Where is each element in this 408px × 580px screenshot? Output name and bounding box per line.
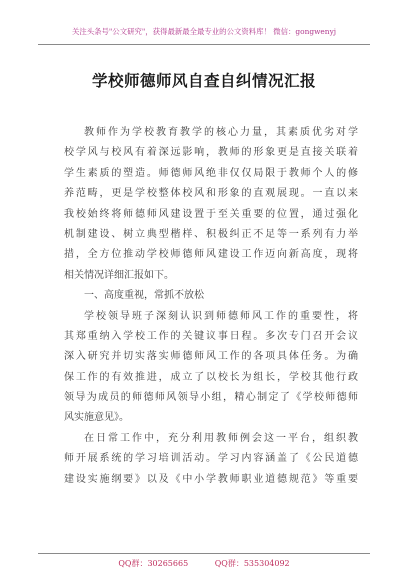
body-line: 深入研究并切实落实师德师风工作的各项具体任务。为确 xyxy=(64,351,358,363)
header-banner: 关注头条号"公文研究"，获得最新最全最专业的公文资料库！ 微信：gongwenyj xyxy=(71,27,337,36)
body-line: 养范畴，更是学校整体校风和形象的直观展现。一直以来 xyxy=(64,188,358,200)
body-line: 其郑重纳入学校工作的关键议事日程。多次专门召开会议 xyxy=(64,330,358,342)
document-body xyxy=(64,123,358,490)
footer-qq-group-1: QQ群：30265665 xyxy=(118,559,189,568)
footer-divider xyxy=(38,553,370,554)
header-divider xyxy=(38,44,370,45)
footer-contact xyxy=(0,558,408,569)
body-line: 风实施意见》。 xyxy=(64,412,129,424)
body-line: 领导为成员的师德师风领导小组，精心制定了《学校师德师 xyxy=(64,392,358,404)
body-line: 学生素质的塑造。师德师风绝非仅仅局限于教师个人的修 xyxy=(64,167,358,179)
body-line: 校学风与校风有着深远影响，教师的形象更是直接关联着 xyxy=(64,147,358,159)
body-line: 保工作的有效推进，成立了以校长为组长，学校其他行政 xyxy=(64,371,358,383)
body-line: 学校领导班子深刻认识到师德师风工作的重要性，将 xyxy=(84,310,358,322)
body-line: 机制建设、树立典型楷样、积极纠正不足等一系列有力举 xyxy=(64,228,358,240)
body-line: 我校始终将师德师风建设置于至关重要的位置，通过强化 xyxy=(64,208,358,220)
body-line: 建设实施纲要》以及《中小学教师职业道德规范》等重要 xyxy=(64,473,358,485)
body-line: 措，全方位推动学校师德师风建设工作迈向新高度，现将 xyxy=(64,249,358,261)
body-line: 教师作为学校教育教学的核心力量，其素质优劣对学 xyxy=(84,127,358,138)
body-line: 师开展系统的学习培训活动。学习内容涵盖了《公民道德 xyxy=(64,453,358,465)
footer-qq-group-2: QQ群：535304092 xyxy=(214,559,290,568)
body-line: 在日常工作中，充分利用教师例会这一平台，组织教 xyxy=(84,432,358,444)
document-title: 学校师德师风自查自纠情况汇报 xyxy=(91,72,316,90)
body-line: 相关情况详细汇报如下。 xyxy=(64,269,174,281)
section-heading: 一、高度重视，常抓不放松 xyxy=(84,290,204,302)
